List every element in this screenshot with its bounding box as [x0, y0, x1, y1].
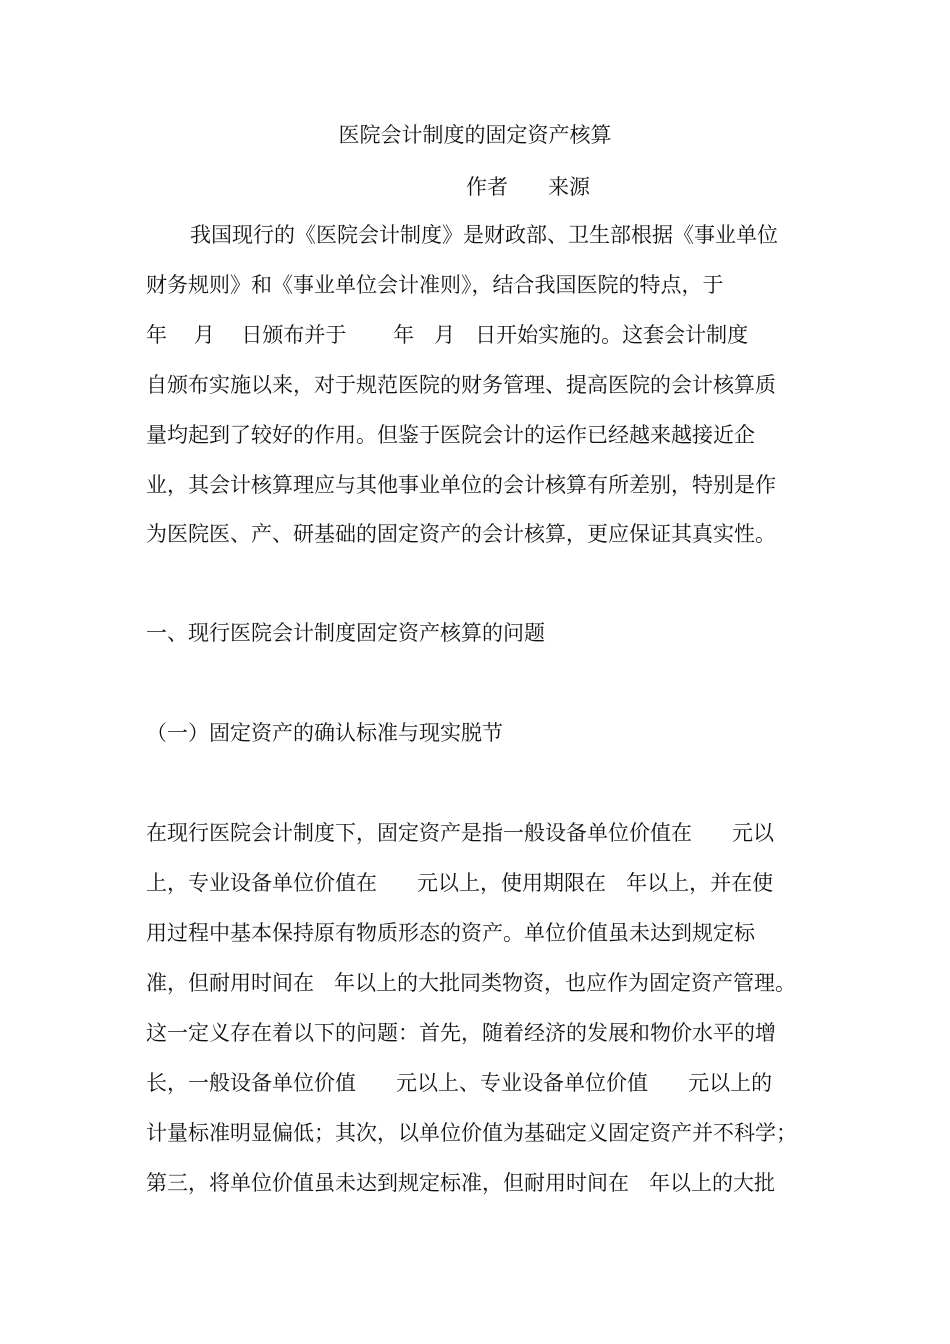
- intro-line-4: 自颁布实施以来，对于规范医院的财务管理、提高医院的会计核算质: [146, 373, 776, 397]
- intro-line-7: 为医院医、产、研基础的固定资产的会计核算，更应保证其真实性。: [146, 522, 776, 546]
- body-line-2: 上，专业设备单位价值在 元以上，使用期限在 年以上，并在使: [146, 871, 774, 895]
- intro-line-6: 业，其会计核算理应与其他事业单位的会计核算有所差别，特别是作: [146, 473, 776, 497]
- intro-line-5: 量均起到了较好的作用。但鉴于医院会计的运作已经越来越接近企: [146, 423, 755, 447]
- subsection-heading: （一）固定资产的确认标准与现实脱节: [146, 721, 503, 745]
- body-line-5: 这一定义存在着以下的问题：首先，随着经济的发展和物价水平的增: [146, 1021, 776, 1045]
- body-line-1: 在现行医院会计制度下，固定资产是指一般设备单位价值在 元以: [146, 821, 775, 845]
- intro-line-1: 我国现行的《医院会计制度》是财政部、卫生部根据《事业单位: [190, 223, 778, 247]
- intro-line-2: 财务规则》和《事业单位会计准则》，结合我国医院的特点，于: [146, 273, 724, 297]
- document-title: 医院会计制度的固定资产核算: [338, 123, 612, 147]
- body-line-3: 用过程中基本保持原有物质形态的资产。单位价值虽未达到规定标: [146, 921, 755, 945]
- author-source-line: 作者 来源: [466, 175, 591, 199]
- intro-line-3: 年 月 日颁布并于 年 月 日开始实施的。这套会计制度: [146, 323, 749, 347]
- body-line-4: 准，但耐用时间在 年以上的大批同类物资，也应作为固定资产管理。: [146, 971, 797, 995]
- body-line-6: 长，一般设备单位价值 元以上、专业设备单位价值 元以上的: [146, 1071, 773, 1095]
- body-line-7: 计量标准明显偏低；其次，以单位价值为基础定义固定资产并不科学；: [146, 1121, 797, 1145]
- section-heading: 一、现行医院会计制度固定资产核算的问题: [146, 621, 545, 645]
- body-line-8: 第三，将单位价值虽未达到规定标准，但耐用时间在 年以上的大批: [146, 1171, 776, 1195]
